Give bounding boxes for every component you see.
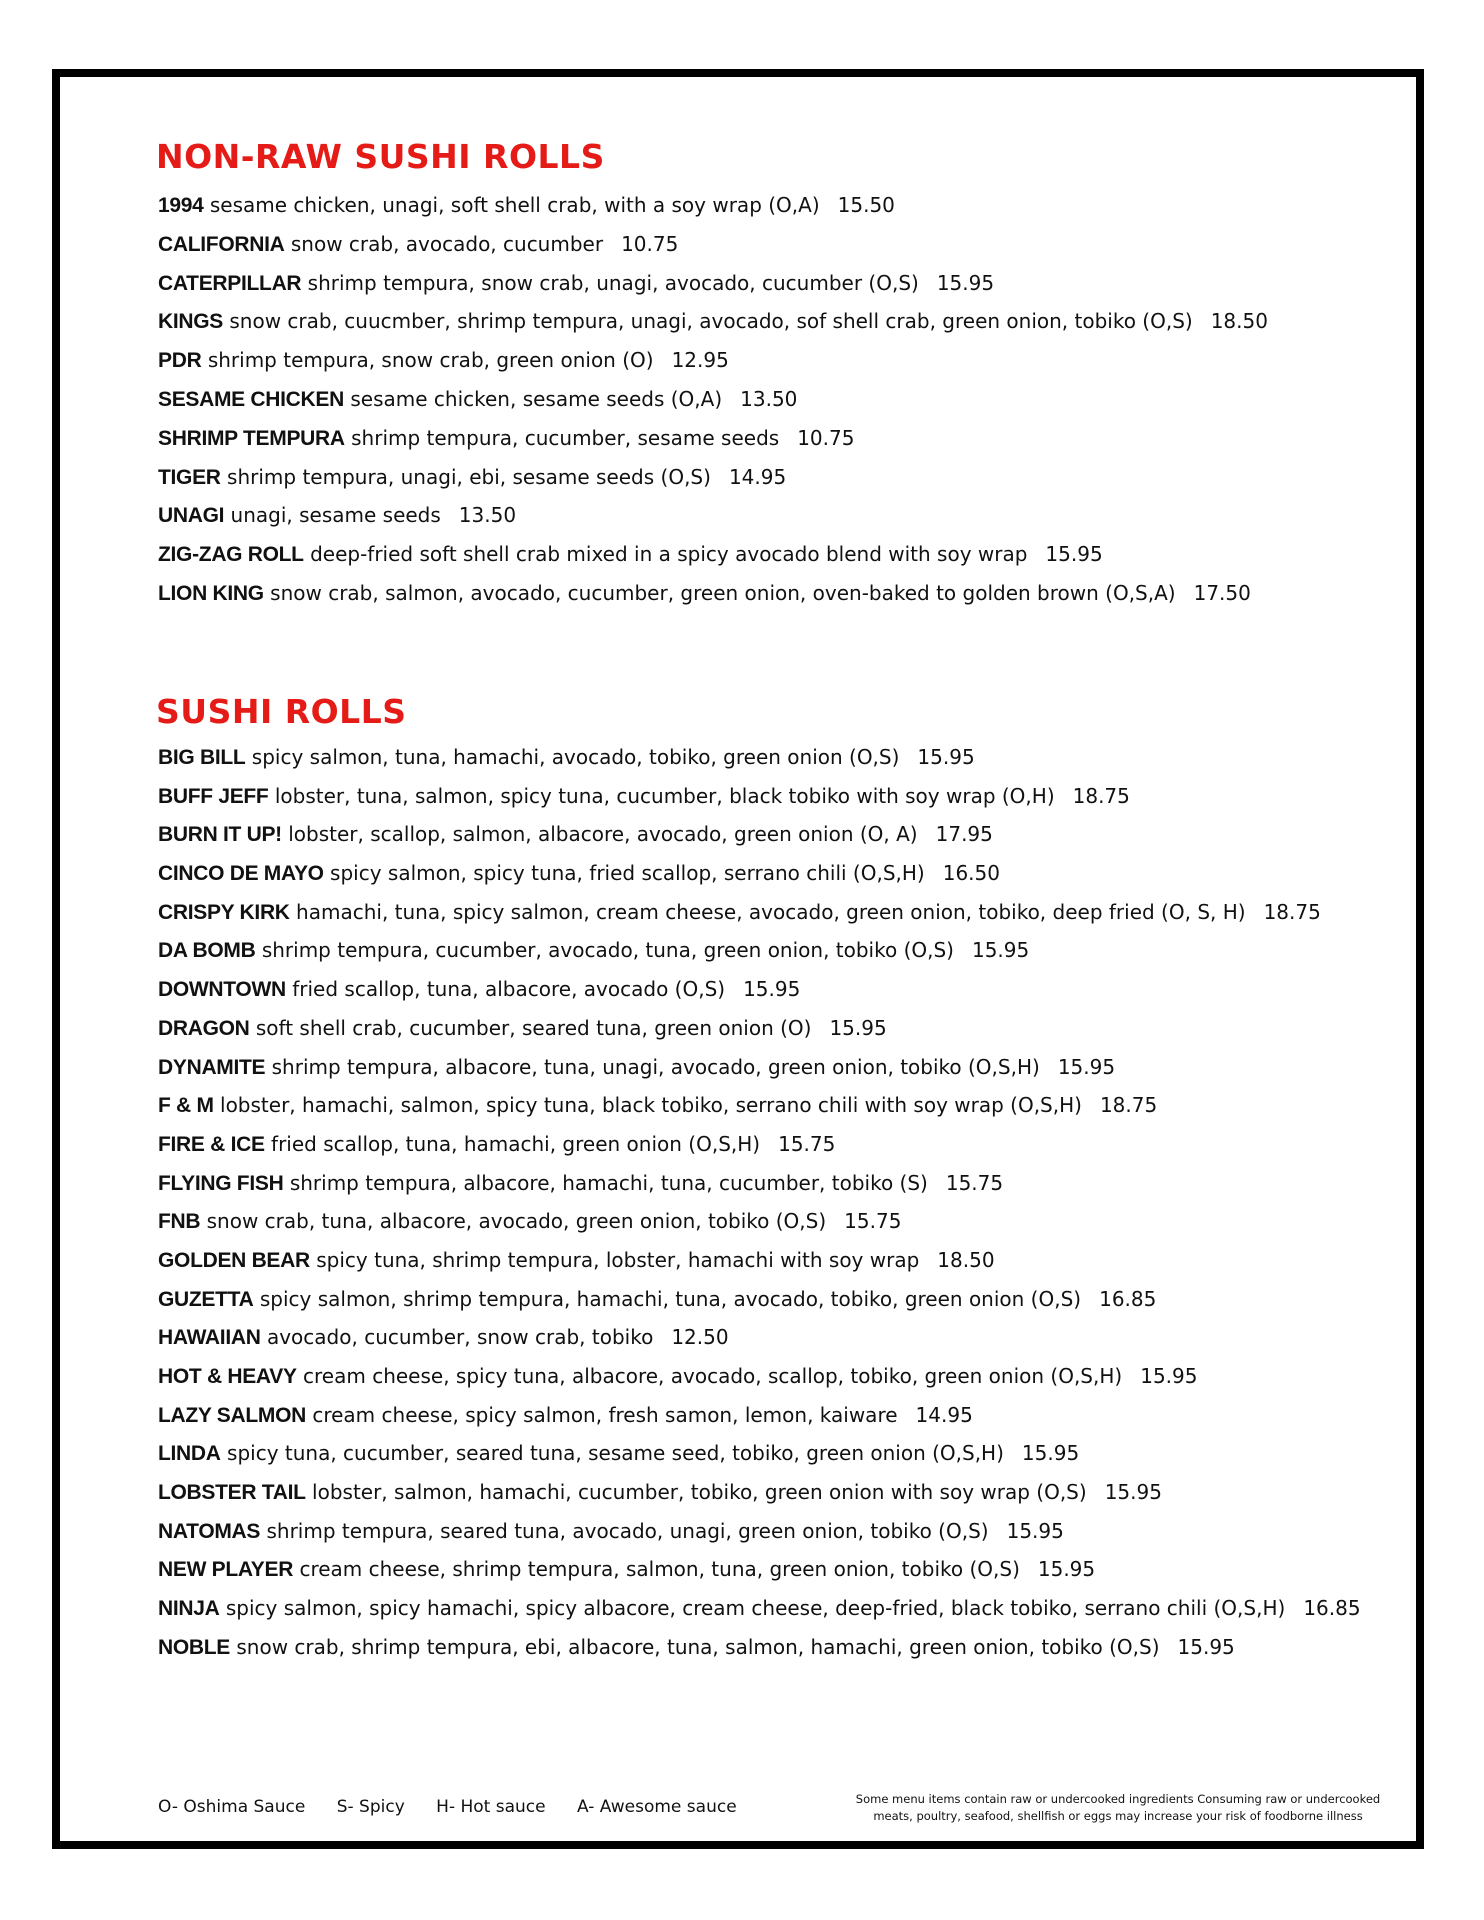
item-desc: deep-fried soft shell crab mixed in a spicy avocado blend with soy wrap: [310, 542, 1028, 567]
item-desc: snow crab, tuna, albacore, avocado, green onion, tobiko (O,S): [206, 1209, 827, 1234]
item-price: 15.75: [945, 1170, 1004, 1195]
item-desc: spicy salmon, tuna, hamachi, avocado, tobiko, green onion (O,S): [251, 745, 900, 769]
item-desc: shrimp tempura, snow crab, green onion (O): [207, 348, 654, 373]
section-title-non-raw: NON-RAW SUSHI ROLLS: [156, 137, 605, 176]
item-price: 15.95: [1045, 542, 1103, 567]
item-name: SESAME CHICKEN: [158, 387, 344, 411]
item-price: 13.50: [740, 386, 798, 411]
item-desc: lobster, scallop, salmon, albacore, avocado, green onion (O, A): [288, 822, 918, 847]
item-name: NATOMAS: [158, 1519, 261, 1543]
item-desc: lobster, salmon, hamachi, cucumber, tobiko, green onion with soy wrap (O,S): [312, 1480, 1087, 1505]
item-name: LINDA: [158, 1442, 221, 1466]
item-desc: cream cheese, spicy tuna, albacore, avocado, scallop, tobiko, green onion (O,S,H): [303, 1364, 1123, 1388]
item-desc: fried scallop, tuna, albacore, avocado (O,S): [292, 977, 726, 1002]
item-name: BIG BILL: [158, 746, 246, 769]
item-desc: shrimp tempura, seared tuna, avocado, unagi, green onion, tobiko (O,S): [266, 1518, 989, 1543]
item-price: 14.95: [728, 464, 787, 489]
item-price: 18.50: [937, 1247, 995, 1272]
menu-item: [158, 863, 1361, 902]
item-name: DRAGON: [158, 1016, 250, 1040]
item-desc: snow crab, shrimp tempura, ebi, albacore, tuna, salmon, hamachi, green onion, tobiko (O,S): [236, 1634, 1160, 1659]
menu-item: [158, 1247, 1361, 1289]
menu-item: [158, 1095, 1361, 1134]
item-name: DOWNTOWN: [158, 978, 286, 1002]
item-name: 1994: [158, 194, 204, 217]
menu-item: [158, 940, 1361, 979]
menu-item: [158, 1443, 1361, 1482]
item-name: CATERPILLAR: [158, 271, 302, 295]
menu-item: [158, 899, 1361, 941]
item-price: 10.75: [797, 425, 855, 450]
item-price: 15.95: [1037, 1557, 1096, 1582]
menu-item: [158, 544, 1268, 583]
menu-item: [158, 1131, 1361, 1173]
item-name: LOBSTER TAIL: [158, 1481, 306, 1505]
menu-item: [158, 1559, 1361, 1598]
item-price: 15.75: [778, 1131, 836, 1156]
item-price: 15.95: [1140, 1364, 1198, 1388]
item-desc: cream cheese, shrimp tempura, salmon, tuna, green onion, tobiko (O,S): [299, 1557, 1020, 1582]
menu-item: [158, 783, 1361, 825]
item-name: PDR: [158, 349, 202, 373]
item-name: ZIG-ZAG ROLL: [158, 543, 304, 567]
item-price: 16.85: [1099, 1286, 1157, 1311]
item-desc: spicy tuna, shrimp tempura, lobster, hamachi with soy wrap: [316, 1247, 920, 1272]
item-name: BUFF JEFF: [158, 784, 269, 808]
item-price: 16.50: [942, 861, 1000, 886]
menu-item: [158, 747, 1361, 786]
item-price: 12.95: [671, 348, 729, 373]
item-name: NINJA: [158, 1597, 220, 1621]
item-name: FIRE & ICE: [158, 1132, 265, 1156]
item-name: DYNAMITE: [158, 1055, 266, 1079]
item-price: 15.95: [1021, 1441, 1080, 1466]
item-name: GOLDEN BEAR: [158, 1248, 310, 1272]
menu-item: [158, 350, 1268, 389]
non-raw-rolls-list: [158, 195, 1268, 622]
item-name: CALIFORNIA: [158, 232, 285, 256]
item-price: 18.50: [1210, 309, 1268, 334]
legend-item-spicy: S- Spicy: [336, 1797, 405, 1817]
item-desc: shrimp tempura, cucumber, sesame seeds: [351, 425, 780, 450]
menu-item: [158, 1327, 1361, 1366]
menu-item: [158, 1286, 1361, 1328]
section-title-sushi-rolls: SUSHI ROLLS: [156, 692, 407, 731]
item-name: LION KING: [158, 581, 264, 605]
item-desc: shrimp tempura, snow crab, unagi, avocado, cucumber (O,S): [307, 270, 919, 295]
item-desc: spicy tuna, cucumber, seared tuna, sesame seed, tobiko, green onion (O,S,H): [227, 1441, 1004, 1466]
item-price: 15.75: [844, 1209, 902, 1234]
item-desc: avocado, cucumber, snow crab, tobiko: [266, 1325, 654, 1350]
menu-item: [158, 1054, 1361, 1096]
item-desc: unagi, sesame seeds: [230, 503, 441, 528]
item-desc: spicy salmon, spicy tuna, fried scallop, serrano chili (O,S,H): [330, 861, 925, 886]
menu-item: [158, 195, 1268, 234]
menu-item: [158, 824, 1361, 863]
item-price: 15.50: [837, 193, 895, 217]
item-price: 15.95: [1104, 1480, 1162, 1505]
legend-item-hot: H- Hot sauce: [436, 1797, 546, 1817]
item-name: UNAGI: [158, 504, 225, 528]
legend-item-awesome: A- Awesome sauce: [577, 1797, 737, 1817]
item-desc: shrimp tempura, albacore, tuna, unagi, avocado, green onion, tobiko (O,S,H): [271, 1054, 1040, 1079]
menu-item: [158, 270, 1268, 312]
item-price: 16.85: [1303, 1596, 1361, 1621]
item-name: FNB: [158, 1210, 201, 1234]
item-name: SHRIMP TEMPURA: [158, 426, 345, 450]
item-price: 13.50: [458, 503, 517, 528]
item-desc: spicy salmon, shrimp tempura, hamachi, tuna, avocado, tobiko, green onion (O,S): [259, 1286, 1082, 1311]
item-name: KINGS: [158, 310, 224, 334]
item-price: 18.75: [1099, 1093, 1158, 1118]
item-price: 15.95: [743, 977, 801, 1002]
item-price: 18.75: [1263, 899, 1321, 924]
menu-item: [158, 425, 1268, 467]
item-name: BURN IT UP!: [158, 823, 282, 847]
item-desc: shrimp tempura, cucumber, avocado, tuna, green onion, tobiko (O,S): [261, 938, 954, 963]
item-price: 17.50: [1193, 580, 1251, 605]
item-price: 14.95: [915, 1402, 973, 1427]
menu-item: [158, 979, 1361, 1018]
menu-item: [158, 580, 1268, 622]
menu-item: [158, 505, 1268, 544]
item-desc: shrimp tempura, unagi, ebi, sesame seeds (O,S): [227, 464, 711, 489]
item-name: GUZETTA: [158, 1287, 254, 1311]
item-price: 15.95: [829, 1015, 887, 1040]
sushi-rolls-list: [158, 747, 1361, 1714]
menu-item: [158, 231, 1268, 273]
item-desc: snow crab, avocado, cucumber: [290, 231, 604, 256]
menu-frame: [52, 69, 1424, 1849]
item-price: 15.95: [971, 938, 1030, 963]
menu-item: [158, 1170, 1361, 1212]
menu-item: [158, 1676, 1361, 1715]
menu-item: [158, 1015, 1361, 1057]
item-name: FLYING FISH: [158, 1171, 284, 1195]
item-name: NOBLE: [158, 1635, 231, 1659]
item-price: 10.75: [621, 231, 679, 256]
legend-item-oshima: O- Oshima Sauce: [158, 1797, 306, 1817]
item-price: 15.95: [1057, 1054, 1116, 1079]
item-price: 15.95: [1177, 1634, 1235, 1659]
menu-item: [158, 386, 1268, 428]
item-name: HOT & HEAVY: [158, 1365, 297, 1388]
sauce-legend: [158, 1797, 763, 1817]
food-safety-disclaimer: Some menu items contain raw or undercooked ingredients Consuming raw or undercooked meats, poultry, seafood, shellfish or eggs may increase your risk of foodborne illness: [855, 1792, 1381, 1823]
item-price: 15.95: [1006, 1518, 1064, 1543]
item-price: 15.95: [917, 745, 975, 769]
item-name: CRISPY KIRK: [158, 900, 290, 924]
item-desc: sesame chicken, unagi, soft shell crab, with a soy wrap (O,A): [209, 193, 820, 217]
item-desc: cream cheese, spicy salmon, fresh samon, lemon, kaiware: [312, 1402, 898, 1427]
item-name: F & M: [158, 1094, 214, 1118]
menu-item: [158, 1211, 1361, 1250]
menu-item: [158, 311, 1268, 350]
item-name: DA BOMB: [158, 939, 256, 963]
menu-item: [158, 1366, 1361, 1405]
item-name: LAZY SALMON: [158, 1403, 306, 1427]
item-desc: fried scallop, tuna, hamachi, green onion (O,S,H): [271, 1131, 761, 1156]
menu-item: [158, 1598, 1361, 1637]
menu-item: [158, 464, 1268, 506]
item-desc: hamachi, tuna, spicy salmon, cream cheese, avocado, green onion, tobiko, deep fried (O, S, H): [296, 899, 1246, 924]
item-desc: snow crab, salmon, avocado, cucumber, green onion, oven-baked to golden brown (O,S,A): [270, 580, 1176, 605]
item-price: 15.95: [936, 270, 995, 295]
item-price: 12.50: [671, 1325, 729, 1350]
item-desc: spicy salmon, spicy hamachi, spicy albacore, cream cheese, deep-fried, black tobiko, serrano chili (O,S,H): [225, 1596, 1286, 1621]
menu-item: [158, 1482, 1361, 1521]
item-desc: lobster, tuna, salmon, spicy tuna, cucumber, black tobiko with soy wrap (O,H): [274, 783, 1055, 808]
item-price: 18.75: [1072, 783, 1130, 808]
item-desc: snow crab, cuucmber, shrimp tempura, unagi, avocado, sof shell crab, green onion, tobiko (O,S): [229, 309, 1193, 334]
menu-item: [158, 1518, 1361, 1560]
menu-item: [158, 1634, 1361, 1676]
item-desc: sesame chicken, sesame seeds (O,A): [350, 386, 723, 411]
item-desc: shrimp tempura, albacore, hamachi, tuna, cucumber, tobiko (S): [289, 1170, 928, 1195]
item-name: CINCO DE MAYO: [158, 862, 324, 886]
item-name: HAWAIIAN: [158, 1326, 261, 1350]
item-desc: soft shell crab, cucumber, seared tuna, green onion (O): [255, 1015, 812, 1040]
item-price: 17.95: [935, 822, 993, 847]
item-name: NEW PLAYER: [158, 1558, 294, 1582]
item-name: TIGER: [158, 465, 221, 489]
menu-item: [158, 1402, 1361, 1444]
item-desc: lobster, hamachi, salmon, spicy tuna, black tobiko, serrano chili with soy wrap (O,S,H): [220, 1093, 1082, 1118]
